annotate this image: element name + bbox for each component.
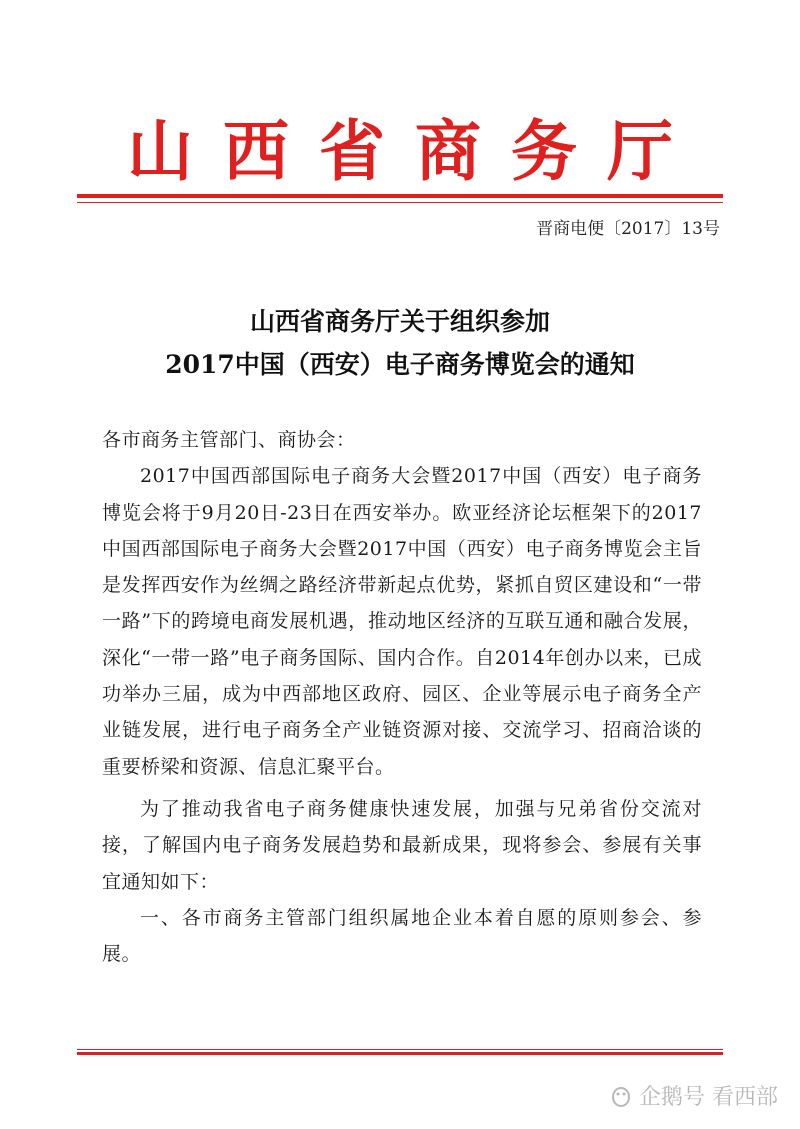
document-number: 晋商电便〔2017〕13号 (536, 219, 720, 239)
notice-title-line1: 山西省商务厅关于组织参加 (249, 307, 550, 336)
footer-rule (77, 1052, 723, 1055)
notice-title-line2: 2017中国（西安）电子商务博览会的通知 (165, 350, 635, 379)
masthead-rule-thin (77, 202, 723, 203)
footer-rule-thin (77, 1049, 723, 1050)
paragraph-3: 一、各市商务主管部门组织属地企业本着自愿的原则参会、参展。 (102, 906, 702, 966)
watermark (609, 1080, 778, 1111)
masthead-title: 山西省商务厅 (127, 112, 703, 190)
salutation: 各市商务主管部门、商协会： (102, 429, 356, 451)
watermark-text: 企鹅号 看西部 (639, 1085, 778, 1110)
penguin-logo-icon (609, 1084, 633, 1108)
masthead-rule (77, 194, 723, 198)
paragraph-1: 2017中国西部国际电子商务大会暨2017中国（西安）电子商务博览会将于9月20日-23日在西安举办。欧亚经济论坛框架下的2017中国西部国际电子商务大会暨2017中国（西安）电子商务博览会主旨是发挥西安作为丝绸之路经济带新起点优势，紧抓自贸区建设和“一带一路”下的跨境电商发展机遇，推动地区经济的互联互通和融合发展，深化“一带一路”电子商务国际、国内合作。自2014年创办以来，已成功举办三届，成为中西部地区政府、园区、企业等展示电子商务全产业链发展，进行电子商务全产业链资源对接、交流学习、招商洽谈的重要桥梁和资源、信息汇聚平台。 (102, 465, 702, 778)
paragraph-2: 为了推动我省电子商务健康快速发展，加强与兄弟省份交流对接，了解国内电子商务发展趋势和最新成果，现将参会、参展有关事宜通知如下： (102, 797, 702, 893)
notice-body (102, 422, 702, 972)
